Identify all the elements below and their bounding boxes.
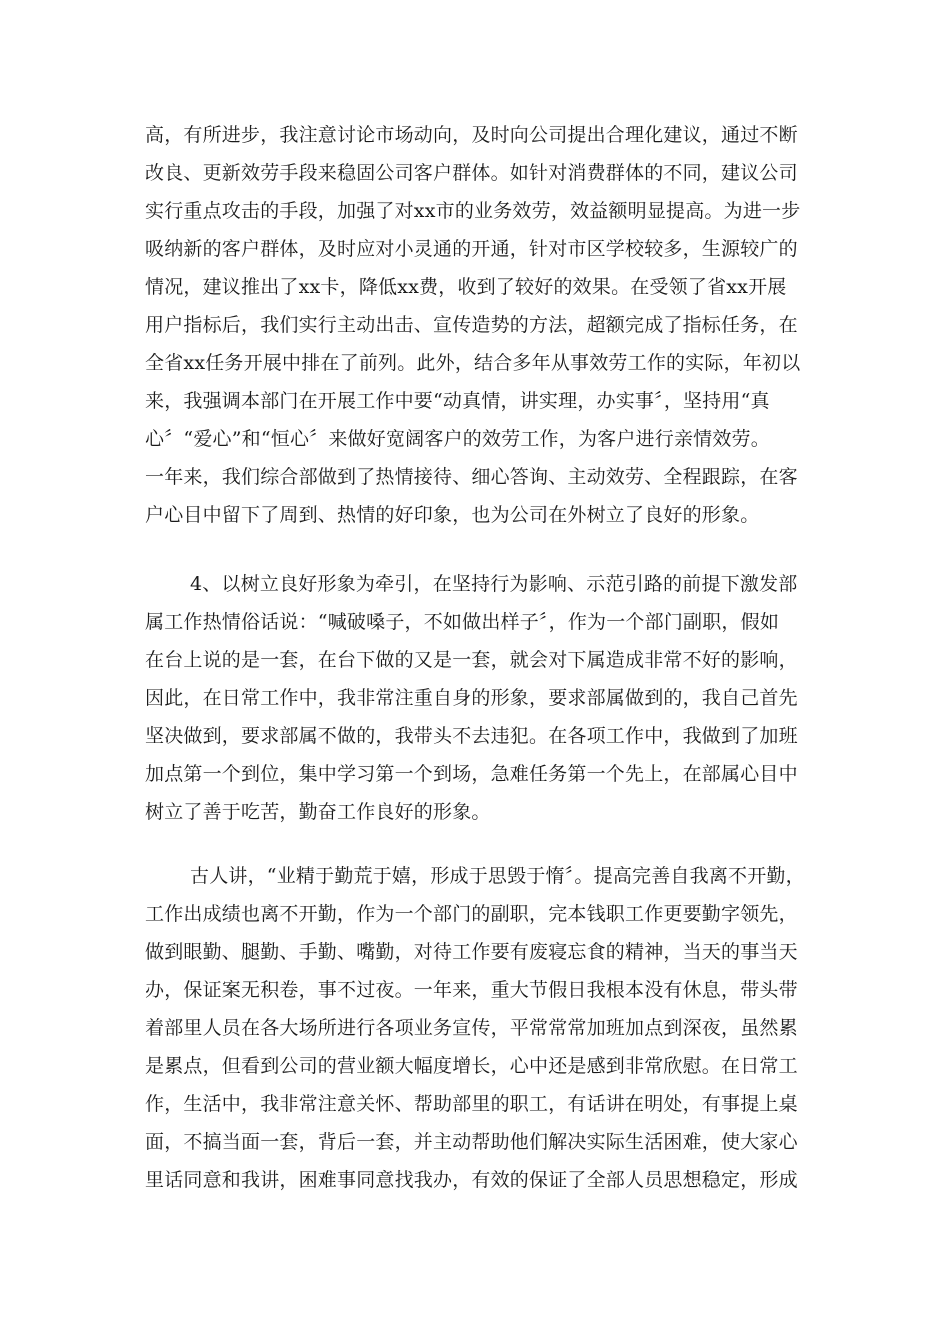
paragraph-1-line-3: 实行重点攻击的手段，加强了对xx市的业务效劳，效益额明显提高。为进一步 <box>145 200 801 222</box>
paragraph-1-line-5: 情况，建议推出了xx卡，降低xx费，收到了较好的效果。在受领了省xx开展 <box>145 276 787 298</box>
paragraph-3-line-9: 里话同意和我讲，困难事同意找我办，有效的保证了全部人员思想稳定，形成 <box>145 1169 798 1191</box>
paragraph-1-line-9: 心〞“爱心”和“恒心〞来做好宽阔客户的效劳工作，为客户进行亲情效劳。 <box>145 428 770 450</box>
paragraph-2-line-7: 树立了善于吃苦，勤奋工作良好的形象。 <box>145 801 491 823</box>
paragraph-1-line-8: 来，我强调本部门在开展工作中要“动真情，讲实理，办实事〞，坚持用“真 <box>145 390 770 412</box>
paragraph-3-line-7: 作，生活中，我非常注意关怀、帮助部里的职工，有话讲在明处，有事提上桌 <box>145 1093 798 1115</box>
paragraph-2-line-4: 因此，在日常工作中，我非常注重自身的形象，要求部属做到的，我自己首先 <box>145 687 798 709</box>
paragraph-3-line-5: 着部里人员在各大场所进行各项业务宣传，平常常常加班加点到深夜，虽然累 <box>145 1017 798 1039</box>
paragraph-1-line-10: 一年来，我们综合部做到了热情接待、细心答询、主动效劳、全程跟踪，在客 <box>145 466 798 488</box>
paragraph-3-line-6: 是累点，但看到公司的营业额大幅度增长，心中还是感到非常欣慰。在日常工 <box>145 1055 798 1077</box>
paragraph-2-line-2: 属工作热情俗话说：“喊破嗓子，不如做出样子〞，作为一个部门副职，假如 <box>145 611 780 633</box>
paragraph-1-line-2: 改良、更新效劳手段来稳固公司客户群体。如针对消费群体的不同，建议公司 <box>145 162 798 184</box>
paragraph-2-line-5: 坚决做到，要求部属不做的，我带头不去违犯。在各项工作中，我做到了加班 <box>145 725 798 747</box>
paragraph-1-line-1: 高，有所进步，我注意讨论市场动向，及时向公司提出合理化建议，通过不断 <box>145 124 798 146</box>
paragraph-2-line-3: 在台上说的是一套，在台下做的又是一套，就会对下属造成非常不好的影响， <box>145 649 798 671</box>
paragraph-1-line-6: 用户指标后，我们实行主动出击、宣传造势的方法，超额完成了指标任务，在 <box>145 314 798 336</box>
paragraph-1-line-11: 户心目中留下了周到、热情的好印象，也为公司在外树立了良好的形象。 <box>145 504 760 526</box>
paragraph-3-line-4: 办，保证案无积卷，事不过夜。一年来，重大节假日我根本没有休息，带头带 <box>145 979 798 1001</box>
paragraph-2-line-6: 加点第一个到位，集中学习第一个到场，急难任务第一个先上，在部属心目中 <box>145 763 798 785</box>
paragraph-1-line-4: 吸纳新的客户群体，及时应对小灵通的开通，针对市区学校较多，生源较广的 <box>145 238 798 260</box>
paragraph-3-line-8: 面，不搞当面一套，背后一套，并主动帮助他们解决实际生活困难，使大家心 <box>145 1131 798 1153</box>
paragraph-1-line-7: 全省xx任务开展中排在了前列。此外，结合多年从事效劳工作的实际，年初以 <box>145 352 801 374</box>
paragraph-3-line-3: 做到眼勤、腿勤、手勤、嘴勤，对待工作要有废寝忘食的精神，当天的事当天 <box>145 941 798 963</box>
paragraph-2-line-1: 4、以树立良好形象为牵引，在坚持行为影响、示范引路的前提下激发部 <box>190 573 798 595</box>
paragraph-3-line-1: 古人讲，“业精于勤荒于嬉，形成于思毁于惰〞。提高完善自我离不开勤， <box>190 865 805 887</box>
paragraph-3-line-2: 工作出成绩也离不开勤，作为一个部门的副职，完本钱职工作更要勤字领先， <box>145 903 798 925</box>
